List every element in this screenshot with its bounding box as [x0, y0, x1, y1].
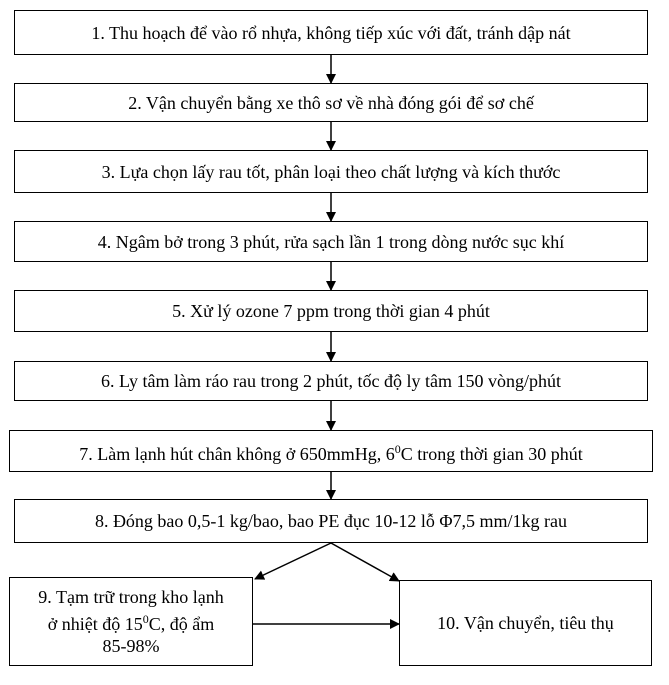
step-9-line-1: 9. Tạm trữ trong kho lạnh: [38, 587, 224, 607]
step-4-label: 4. Ngâm bở trong 3 phút, rửa sạch lần 1 trong dòng nước sục khí: [97, 231, 565, 252]
step-9-line-2-text-b: C, độ ẩm: [148, 614, 215, 634]
step-3-box: [14, 150, 648, 193]
arrow-8-9: [255, 543, 331, 579]
step-7-label: [79, 438, 583, 465]
step-5-label: 5. Xử lý ozone 7 ppm trong thời gian 4 phút: [172, 301, 490, 321]
step-4-box: [14, 221, 648, 262]
step-8-box: [14, 499, 648, 543]
step-1-box: [14, 10, 648, 55]
step-10-box: [399, 580, 652, 666]
step-9-degree-sup: 0: [142, 612, 149, 626]
arrow-8-10: [331, 543, 399, 581]
step-9-line-2-text-a: ở nhiệt độ 15: [47, 614, 143, 634]
step-6-box: [14, 361, 648, 401]
step-5-box: [14, 290, 648, 332]
step-8-label: 8. Đóng bao 0,5-1 kg/bao, bao PE đục 10-12 lỗ Φ7,5 mm/1kg rau: [94, 511, 568, 531]
step-9-line-3: 85-98%: [102, 636, 160, 656]
step-7-text-a: 7. Làm lạnh hút chân không ở 650mmHg, 6: [79, 443, 395, 464]
step-3-label: 3. Lựa chọn lấy rau tốt, phân loại theo chất lượng và kích thước: [101, 161, 561, 182]
step-7-box: [9, 430, 653, 472]
step-9-box: [9, 577, 253, 666]
step-9-label: [38, 586, 223, 657]
step-10-label: 10. Vận chuyển, tiêu thụ: [437, 613, 614, 633]
step-2-label: 2. Vận chuyển bằng xe thô sơ về nhà đóng gói để sơ chế: [128, 92, 534, 113]
step-1-label: 1. Thu hoạch để vào rổ nhựa, không tiếp xúc với đất, tránh dập nát: [91, 22, 571, 43]
step-2-box: [14, 83, 648, 122]
step-6-label: 6. Ly tâm làm ráo rau trong 2 phút, tốc độ ly tâm 150 vòng/phút: [101, 371, 561, 391]
step-9-line-2: [38, 608, 223, 635]
step-7-degree-sup: 0: [394, 441, 401, 456]
step-7-text-b: C trong thời gian 30 phút: [400, 443, 583, 464]
